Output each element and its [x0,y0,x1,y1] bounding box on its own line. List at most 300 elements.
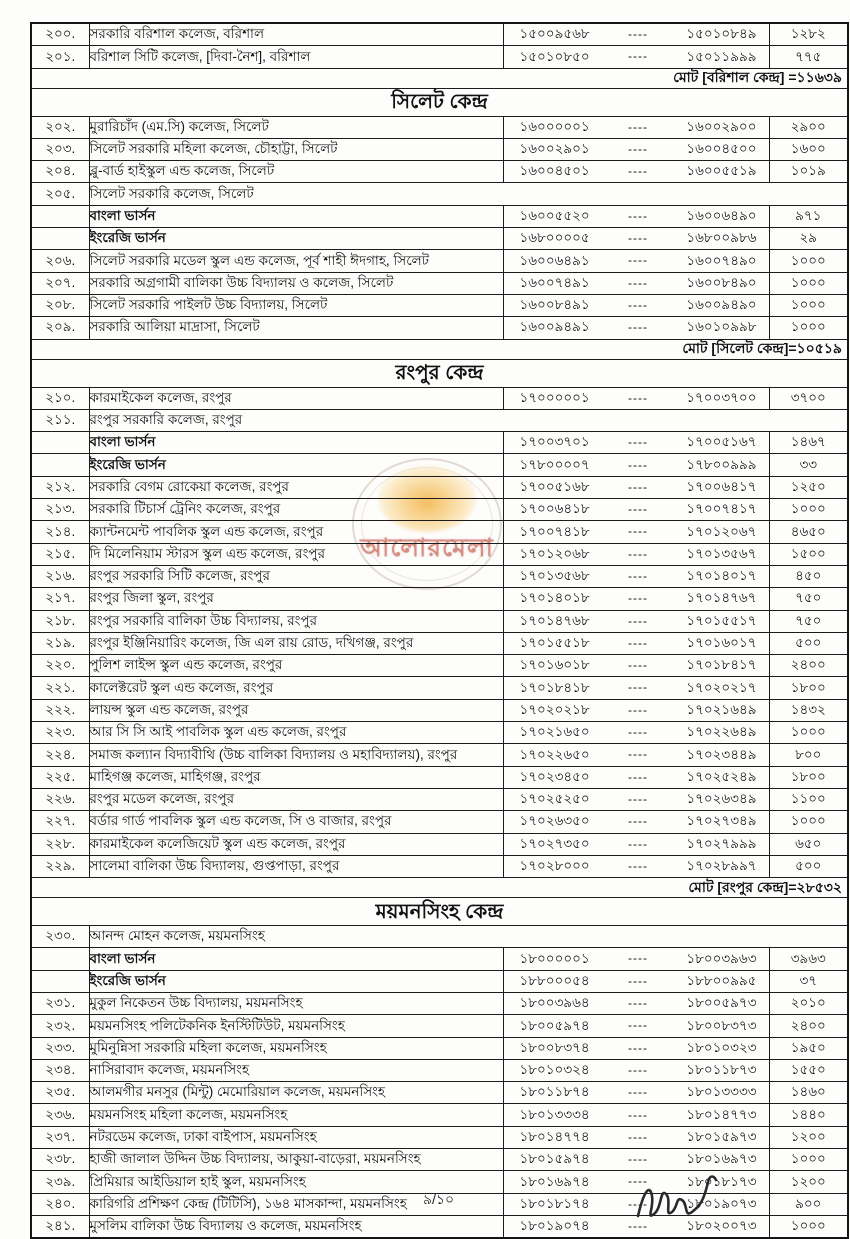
roll-range [504,952,769,967]
candidate-count: ৭৫০ [769,610,848,632]
serial-cell: ২৩১. [31,992,89,1014]
institution-name: ক্যান্টনমেন্ট পাবলিক স্কুল এন্ড কলেজ, রংপুর [89,521,503,543]
roll-range-cell [503,543,769,565]
institution-name: দি মিলেনিয়াম স্টারস স্কুল এন্ড কলেজ, রংপুর [89,543,503,565]
roll-dash: ---- [627,1085,648,1100]
institution-name: কারিগরি প্রশিক্ষণ কেন্দ্র (টিটিসি), ১৬৪ মাসকান্দা, ময়মনসিংহ [89,1193,503,1215]
institution-name: রংপুর মডেল কলেজ, রংপুর [89,788,503,810]
roll-range [504,50,769,65]
serial-cell: ২১০. [31,387,89,409]
institution-name: নটরডেম কলেজ, ঢাকা বাইপাস, ময়মনসিংহ [89,1126,503,1148]
roll-range-cell [503,46,769,68]
candidate-count: ৫০০ [769,632,848,654]
institution-name: হাজী জালাল উদ্দিন উচ্চ বিদ্যালয়, আকুয়া-বাড়েরা, ময়মনসিংহ [89,1149,503,1171]
roll-range [504,276,769,291]
serial-cell: ২১৩. [31,499,89,521]
institution-name: সিলেট সরকারি মহিলা কলেজ, চৌহাট্টা, সিলেট [89,138,503,160]
sub-row [31,970,848,992]
version-label: ইংরেজি ভার্সন [89,454,503,476]
roll-range-cell [503,1037,769,1059]
serial-cell: ২২৮. [31,833,89,855]
section-row [31,359,848,387]
roll-end: ১৭০১৪০১৭ [686,568,757,584]
candidate-count: ৩৭০০ [769,387,848,409]
institution-name: আনন্দ মোহন কলেজ, ময়মনসিংহ [89,926,848,948]
roll-end: ১৭০২৩৪৪৯ [686,746,757,762]
serial-cell: ২৩৯. [31,1171,89,1193]
version-label: ইংরেজি ভার্সন [89,970,503,992]
institution-name: সমাজ কল্যান বিদ্যাবীথি (উচ্চ বালিকা বিদ্যালয় ও মহাবিদ্যালয়), রংপুর [89,744,503,766]
roll-range [504,1108,769,1123]
roll-dash: ---- [627,1196,648,1211]
roll-start: ১৮০১০৩২৪ [519,1062,590,1078]
roll-start: ১৭০২৫২৫০ [519,791,590,807]
roll-dash: ---- [628,164,648,179]
roll-range-cell [503,833,769,855]
roll-end: ১৫০১০৮৪৯ [686,26,757,42]
sub-row [31,432,848,454]
roll-range-cell [503,1015,769,1037]
group-row [31,409,848,431]
roll-start: ১৮৮০০০৫৪ [519,972,590,988]
roll-dash: ---- [628,747,648,762]
roll-dash: ---- [628,858,648,873]
data-row [31,387,848,409]
candidate-count: ১০১৯ [769,161,848,183]
data-row [31,699,848,721]
roll-start: ১৮০০০০০১ [519,950,590,966]
institution-name: সালেমা বালিকা উচ্চ বিদ্যালয়, গুপ্তপাড়া, রংপুর [89,855,503,877]
roll-dash: ---- [627,1018,648,1033]
roll-dash: ---- [628,658,648,673]
data-row [31,766,848,788]
data-row [31,1104,848,1126]
roll-start: ১৬০০৬৪৯১ [519,252,590,268]
roll-end: ১৭৮০০৯৯৯ [686,456,757,472]
institution-name: রংপুর সরকারি কলেজ, রংপুর [89,409,848,431]
roll-end: ১৬০০৫৫১৯ [686,163,757,179]
group-row [31,926,848,948]
candidate-count: ১০০০ [769,272,848,294]
roll-end: ১৭০২২৬৪৯ [686,724,757,740]
roll-range [504,458,769,473]
center-total: মোট [বরিশাল কেন্দ্র] =১১৬৩৯ [31,68,848,88]
data-row [31,855,848,877]
roll-dash: ---- [628,320,648,335]
candidate-count: ৯৭১ [769,205,848,227]
section-row [31,898,848,926]
roll-dash: ---- [628,1062,648,1077]
roll-start: ১৭০০৩৭০১ [519,434,590,450]
institution-name: মাহিগঞ্জ কলেজ, মাহিগঞ্জ, রংপুর [89,766,503,788]
data-row [31,521,848,543]
roll-range [504,1130,769,1145]
roll-end: ১৮০১১৮৭৩ [686,1062,757,1078]
roll-end: ১৬০০৪৫০০ [686,141,757,157]
roll-start: ১৭০০৬৪১৮ [519,501,590,517]
data-row [31,655,848,677]
candidate-count: ১২৮২ [769,23,848,46]
roll-dash: ---- [627,1152,648,1167]
sub-row [31,228,848,250]
serial-cell: ২২৪. [31,744,89,766]
serial-cell [31,228,89,250]
data-row [31,272,848,294]
data-row [31,1015,848,1037]
serial-cell: ২৩৫. [31,1082,89,1104]
candidate-count: ১০০০ [769,250,848,272]
roll-range-cell [503,432,769,454]
roll-range-cell [503,677,769,699]
roll-range [504,320,769,335]
data-row [31,1082,848,1104]
roll-end: ১৭০২৬৩৪৯ [686,791,757,807]
roll-start: ১৮০০৫৯৭৪ [519,1017,590,1033]
roll-range [504,770,769,785]
serial-cell: ২০৪. [31,161,89,183]
version-label: বাংলা ভার্সন [89,432,503,454]
roll-dash: ---- [628,253,648,268]
roll-dash: ---- [628,996,648,1011]
total-row [31,878,848,898]
roll-dash: ---- [628,546,648,561]
roll-end: ১৭০২৫২৪৯ [686,768,757,784]
serial-cell: ২২৬. [31,788,89,810]
roll-range [504,636,769,651]
roll-range-cell [503,632,769,654]
roll-dash: ---- [628,791,648,806]
roll-dash: ---- [627,680,648,695]
roll-start: ১৬০০৯৪৯১ [519,319,590,335]
roll-range-cell [503,317,769,339]
candidate-count: ১০০০ [769,294,848,316]
roll-start: ১৬০০৭৪৯১ [519,274,590,290]
roll-start: ১৭০১৩৫৬৮ [519,568,590,584]
roll-start: ১৬০০৪৫০১ [519,163,590,179]
serial-cell: ২৪০. [31,1193,89,1215]
roll-range [504,996,769,1011]
roll-end: ১৭০২৭৯৯৯ [686,835,757,851]
data-row [31,23,848,46]
candidate-count: ৫০০ [769,855,848,877]
roll-range-cell [503,610,769,632]
roll-end: ১৬০০৯৪৯০ [686,297,757,313]
candidate-count: ১২০০ [769,1171,848,1193]
data-row [31,744,848,766]
roll-end: ১৭০০৬৪১৭ [686,478,757,494]
institution-name: সরকারি অগ্রগামী বালিকা উচ্চ বিদ্যালয় ও কলেজ, সিলেট [89,272,503,294]
roll-range-cell [503,1059,769,1081]
roll-range-cell [503,250,769,272]
roll-range [504,1041,769,1056]
institution-name: সরকারি বরিশাল কলেজ, বরিশাল [89,23,503,46]
roll-end: ১৭০১৮৪১৭ [686,657,757,673]
serial-cell [31,948,89,970]
candidate-count: ১৫০০ [769,543,848,565]
roll-range [504,814,769,829]
roll-distribution-table [30,22,849,1239]
candidate-count: ২৯ [769,228,848,250]
candidate-count: ২০১০ [769,992,848,1014]
candidate-count: ৮০০ [769,744,848,766]
roll-range [504,435,769,450]
roll-start: ১৬৮০০০০৫ [519,230,590,246]
data-row [31,722,848,744]
candidate-count: ১৮০০ [769,766,848,788]
roll-end: ১৮০০৮৩৭৩ [686,1017,757,1033]
roll-end: ১৮০১৮১৭৩ [686,1173,757,1189]
roll-range-cell [503,948,769,970]
section-title: সিলেট কেন্দ্র [31,88,848,116]
watermark-text: আলোরমেলা [360,534,494,562]
roll-dash: ---- [628,613,648,628]
institution-name: সরকারি টিচার্স ট্রেনিং কলেজ, রংপুর [89,499,503,521]
section-row [31,88,848,116]
roll-end: ১৭০২০২১৭ [686,679,757,695]
candidate-count: ১০০০ [769,811,848,833]
serial-cell: ২২৩. [31,722,89,744]
roll-range-cell [503,588,769,610]
roll-range-cell [503,228,769,250]
institution-name: লায়ন্স স্কুল এন্ড কলেজ, রংপুর [89,699,503,721]
roll-end: ১৫০১১৯৯৯ [686,48,757,64]
roll-range-cell [503,699,769,721]
data-row [31,811,848,833]
serial-cell: ২৩০. [31,926,89,948]
roll-start: ১৬০০২৯০১ [519,141,590,157]
roll-dash: ---- [628,231,648,246]
serial-cell: ২২৫. [31,766,89,788]
roll-range [504,27,769,42]
institution-name: বরিশাল সিটি কলেজ, [দিবা-নৈশ], বরিশাল [89,46,503,68]
group-row [31,183,848,205]
roll-start: ১৭০২৮০০০ [519,858,590,874]
serial-cell: ২৩২. [31,1015,89,1037]
roll-dash: ---- [628,1107,648,1122]
data-row [31,46,848,68]
serial-cell: ২১৮. [31,610,89,632]
roll-end: ১৭০১৬০১৭ [686,635,757,651]
roll-dash: ---- [628,1129,648,1144]
center-total: মোট [সিলেট কেন্দ্র]=১০৫১৯ [31,339,848,359]
institution-name: নাসিরাবাদ কলেজ, ময়মনসিংহ [89,1059,503,1081]
institution-name: সিলেট সরকারি কলেজ, সিলেট [89,183,848,205]
signature-scribble-icon [627,1170,726,1233]
data-row [31,317,848,339]
roll-dash: ---- [628,457,649,472]
candidate-count: ৩৭ [769,970,848,992]
section-title: রংপুর কেন্দ্র [31,359,848,387]
roll-dash: ---- [628,836,648,851]
roll-range-cell [503,294,769,316]
center-total: মোট [রংপুর কেন্দ্র]=২৮৫৩২ [31,878,848,898]
sub-row [31,948,848,970]
roll-range-cell [503,272,769,294]
institution-name: সিলেট সরকারি মডেল স্কুল এন্ড কলেজ, পূর্ব শাহী ঈদগাহ, সিলেট [89,250,503,272]
roll-range-cell [503,499,769,521]
roll-dash: ---- [627,635,648,650]
candidate-count: ২৪০০ [769,655,848,677]
roll-dash: ---- [628,702,648,717]
roll-start: ১৮০০৩৯৬৪ [519,995,590,1011]
roll-start: ১৬০০৫৫২০ [519,208,590,223]
candidate-count: ২৪০০ [769,1015,848,1037]
institution-name: প্রিমিয়ার আইডিয়াল হাই স্কুল, ময়মনসিংহ [89,1171,503,1193]
roll-end: ১৮০১৩৩৩৩ [686,1084,757,1100]
roll-range [504,525,769,540]
institution-name: আলমগীর মনসুর (মিন্টু) মেমোরিয়াল কলেজ, ময়মনসিংহ [89,1082,503,1104]
roll-end: ১৬০০৮৪৯০ [686,274,757,290]
serial-cell: ২০০. [31,23,89,46]
serial-cell: ২২৯. [31,855,89,877]
roll-end: ১৬০০৭৪৯০ [686,252,757,268]
roll-range-cell [503,205,769,227]
roll-range [504,502,769,517]
candidate-count: ১৪৬০ [769,1082,848,1104]
roll-table-body [31,23,848,1238]
data-row [31,1149,848,1171]
institution-name: সিলেট সরকারি পাইলট উচ্চ বিদ্যালয়, সিলেট [89,294,503,316]
roll-end: ১৭০১৪৭৬৭ [686,590,757,606]
roll-end: ১৭০১৩৫৬৭ [686,545,757,561]
data-row [31,632,848,654]
roll-range-cell [503,788,769,810]
roll-dash: ---- [628,208,648,223]
roll-dash: ---- [628,275,648,290]
serial-cell: ২০৭. [31,272,89,294]
roll-range [504,974,769,989]
data-row [31,161,848,183]
roll-start: ১৭০১২০৬৮ [519,545,590,561]
roll-start: ১৮০১৯০৭৪ [519,1218,590,1234]
roll-range [504,614,769,629]
roll-start: ১৮০১৮১৭৪ [519,1195,590,1211]
roll-range [504,547,769,562]
roll-end: ১৭০২৮৯৯৭ [686,858,757,874]
total-row [31,339,848,359]
serial-cell: ২১৪. [31,521,89,543]
roll-start: ১৮০১৪৭৭৪ [519,1128,590,1144]
roll-end: ১৮০১৪৭৭৩ [686,1106,757,1122]
roll-dash: ---- [628,119,648,134]
roll-start: ১৭০২৩৪৫০ [519,768,590,784]
roll-end: ১৮০১৫৯৭৩ [686,1128,757,1144]
data-row [31,294,848,316]
roll-range-cell [503,722,769,744]
institution-name: কারমাইকেল কলেজিয়েট স্কুল এন্ড কলেজ, রংপুর [89,833,503,855]
sub-row [31,205,848,227]
candidate-count: ১৮০০ [769,677,848,699]
roll-range [504,703,769,718]
total-row [31,68,848,88]
roll-dash: ---- [627,1219,648,1233]
candidate-count: ১২৫০ [769,476,848,498]
roll-end: ১৮৮০০৯৯৫ [686,972,757,988]
roll-dash: ---- [628,1040,648,1055]
roll-end: ১৭০০৭৪১৭ [686,501,757,517]
institution-name: মুকুল নিকেতন উচ্চ বিদ্যালয়, ময়মনসিংহ [89,992,503,1014]
serial-cell: ২৩৬. [31,1104,89,1126]
roll-range-cell [503,521,769,543]
serial-cell: ২১৬. [31,565,89,587]
roll-end: ১৮০০৫৯৭৩ [686,995,757,1011]
roll-start: ১৬০০৮৪৯১ [519,297,590,313]
roll-start: ১৭০১৮৪১৮ [519,679,590,695]
serial-cell: ২১৭. [31,588,89,610]
institution-name: বর্ডার গার্ড পাবলিক স্কুল এন্ড কলেজ, সি ও বাজার, রংপুর [89,811,503,833]
serial-cell [31,205,89,227]
roll-range [504,658,769,673]
roll-end: ১৭০২১৬৪৯ [686,701,757,717]
serial-cell: ২০৯. [31,317,89,339]
data-row [31,788,848,810]
roll-end: ১৬০১০৯৯৮ [686,319,757,335]
data-row [31,476,848,498]
roll-range-cell [503,1149,769,1171]
roll-start: ১৮০১৩৩৩৪ [519,1106,590,1122]
institution-name: মুরারিচাঁদ (এম.সি) কলেজ, সিলেট [89,116,503,138]
roll-range-cell [503,766,769,788]
institution-name: রংপুর সরকারি বালিকা উচ্চ বিদ্যালয়, রংপুর [89,610,503,632]
roll-dash: ---- [628,1174,648,1189]
roll-range-cell [503,655,769,677]
roll-start: ১৫০১০৮৫০ [519,48,590,64]
roll-start: ১৭০২০২১৮ [519,701,590,717]
roll-range [504,120,769,135]
page-number: ৯/১০ [422,1191,455,1207]
serial-cell: ২৩৮. [31,1149,89,1171]
serial-cell: ২৩৪. [31,1059,89,1081]
roll-end: ১৮০১৯০৭৩ [686,1195,757,1211]
candidate-count: ১৪৬৭ [769,432,848,454]
roll-range [504,837,769,852]
roll-range-cell [503,811,769,833]
roll-range [504,209,769,224]
institution-name: কারমাইকেল কলেজ, রংপুর [89,387,503,409]
candidate-count: ১১০০ [769,788,848,810]
roll-end: ১৮০২০০৭৩ [686,1218,757,1234]
roll-range [504,591,769,606]
version-label: ইংরেজি ভার্সন [89,228,503,250]
serial-cell [31,454,89,476]
sub-row [31,454,848,476]
roll-end: ১৭০১২০৬৭ [686,523,757,539]
roll-range-cell [503,23,769,46]
serial-cell: ২১৯. [31,632,89,654]
roll-start: ১৮০১৬৯৭৪ [519,1173,590,1189]
data-row [31,565,848,587]
serial-cell: ২৩৭. [31,1126,89,1148]
roll-start: ১৫০০৯৫৬৮ [519,26,590,42]
roll-end: ১৮০১০৩২৩ [686,1039,757,1055]
version-label: বাংলা ভার্সন [89,205,503,227]
candidate-count: ১৬০০ [769,138,848,160]
data-row [31,833,848,855]
roll-dash: ---- [628,27,648,42]
institution-name: রংপুর ইঞ্জিনিয়ারিং কলেজ, জি এল রায় রোড, দখিগঞ্জ, রংপুর [89,632,503,654]
roll-start: ১৭০১৪০১৮ [519,590,590,606]
institution-name: রংপুর সরকারি সিটি কলেজ, রংপুর [89,565,503,587]
institution-name: ময়মনসিংহ পলিটেকনিক ইনস্টিটিউট, ময়মনসিংহ [89,1015,503,1037]
roll-dash: ---- [628,973,648,988]
roll-start: ১৭০০৫১৬৮ [519,478,590,494]
roll-range [504,164,769,179]
candidate-count: ১০০০ [769,1215,848,1238]
data-row [31,1059,848,1081]
roll-range [504,231,769,246]
roll-range-cell [503,1082,769,1104]
roll-start: ১৭০১৬০১৮ [519,657,590,673]
